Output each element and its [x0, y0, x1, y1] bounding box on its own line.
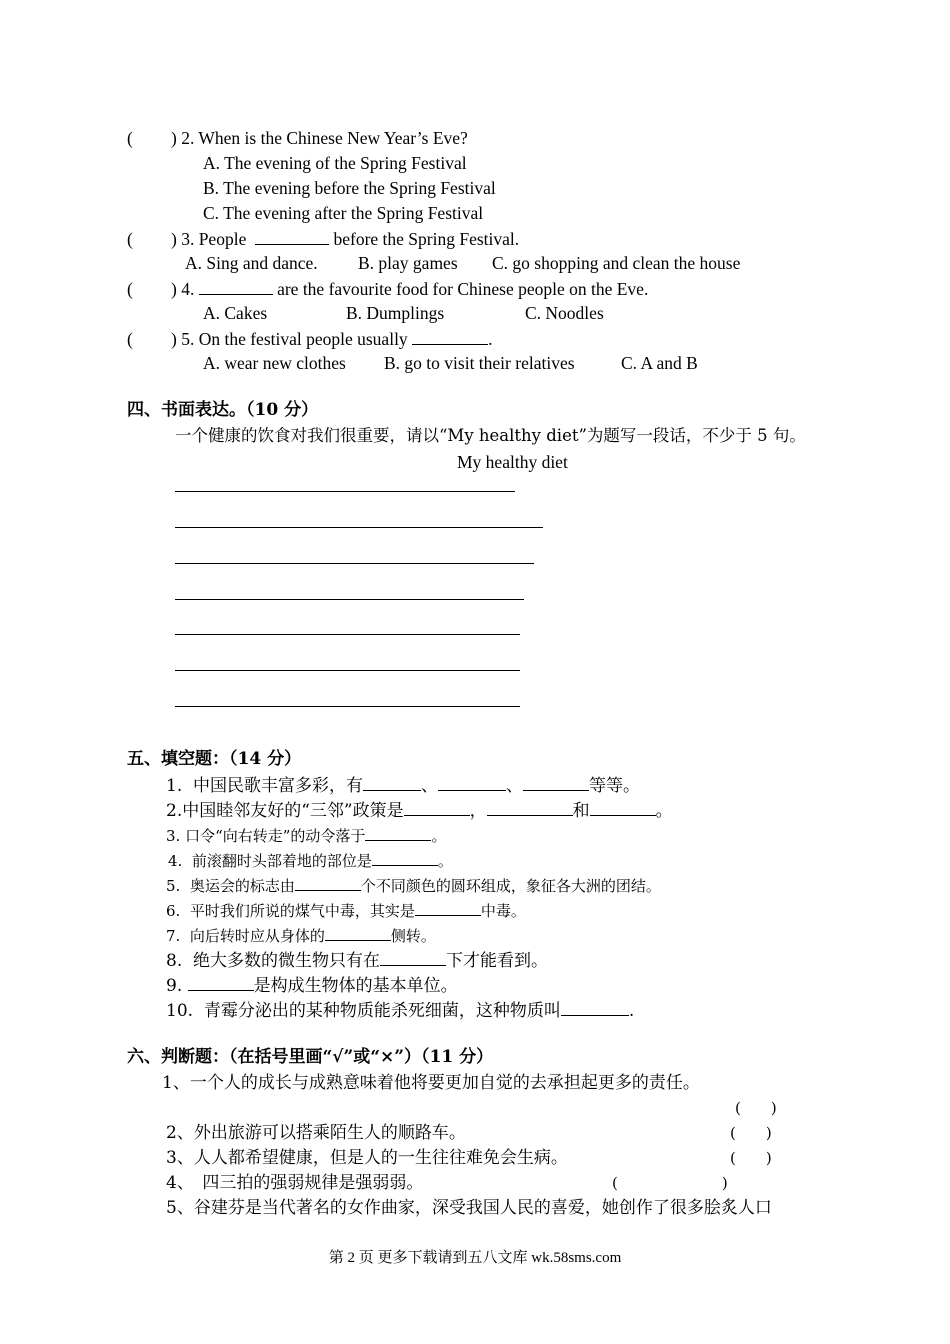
- question-number: ) 5.: [171, 329, 195, 349]
- writing-line[interactable]: [175, 706, 520, 707]
- item-text: 、: [506, 776, 524, 796]
- option-a: A. The evening of the Spring Festival: [203, 153, 467, 173]
- item-text: ，: [469, 801, 487, 821]
- item-text: 前滚翻时头部着地的部位是: [191, 852, 372, 870]
- question-number: ) 2.: [171, 128, 195, 148]
- option-a: A. Sing and dance.: [185, 253, 318, 273]
- answer-paren: (: [127, 329, 133, 349]
- answer-blank[interactable]: [188, 973, 254, 991]
- item-text: 个不同颜色的圆环组成，象征各大洲的团结。: [360, 877, 661, 895]
- answer-bracket[interactable]: ( ): [735, 1099, 777, 1117]
- question-text: before the Spring Festival.: [333, 229, 520, 249]
- answer-paren: (: [127, 229, 133, 249]
- judge-item-5: 5、谷建芬是当代著名的女作曲家，深受我国人民的喜爱，她创作了很多脍炙人口: [166, 1198, 772, 1218]
- fill-item-10: [166, 998, 634, 1022]
- writing-line[interactable]: [175, 599, 524, 600]
- answer-bracket[interactable]: ( ): [612, 1174, 728, 1192]
- question-text: .: [488, 329, 493, 349]
- section-4-title: 四、书面表达。（10 分）: [127, 400, 319, 420]
- item-text: 中毒。: [480, 902, 526, 920]
- judge-item-2: 2、外出旅游可以搭乘陌生人的顺路车。: [166, 1123, 466, 1143]
- item-text: .: [628, 1001, 635, 1021]
- answer-blank[interactable]: [295, 873, 361, 891]
- question-number: ) 4.: [171, 279, 195, 299]
- writing-line[interactable]: [175, 634, 520, 635]
- item-text: 青霉分泌出的某种物质能杀死细菌，这种物质叫: [203, 1001, 561, 1021]
- judge-item-4: 4、 四三拍的强弱规律是强弱弱。: [166, 1173, 424, 1193]
- option-b: B. play games: [358, 253, 458, 273]
- section-4-instruction: 一个健康的饮食对我们很重要，请以“My healthy diet”为题写一段话，不少于 5 句。: [175, 426, 806, 445]
- item-text: 等等。: [589, 776, 641, 796]
- fill-item-6: [166, 898, 526, 922]
- question-text: People: [198, 229, 247, 249]
- answer-blank[interactable]: [363, 773, 421, 791]
- fill-item-3: [166, 823, 446, 847]
- section-6-title: 六、判断题：（在括号里画“√”或“×”）（11 分）: [127, 1047, 494, 1067]
- item-text: 侧转。: [390, 927, 436, 945]
- option-a: A. wear new clothes: [203, 353, 346, 373]
- item-number: 5.: [166, 877, 181, 895]
- fill-item-1: [166, 773, 640, 797]
- item-text: 、: [421, 776, 439, 796]
- item-number: 1.: [166, 776, 183, 796]
- item-text: 绝大多数的微生物只有在: [193, 951, 381, 971]
- item-text: 。: [655, 801, 673, 821]
- option-b: B. The evening before the Spring Festival: [203, 178, 496, 198]
- item-text: 奥运会的标志由: [189, 877, 295, 895]
- answer-blank[interactable]: [412, 327, 488, 345]
- question-text: are the favourite food for Chinese people on the Eve.: [277, 279, 649, 299]
- section-5-title: 五、填空题：（14 分）: [127, 749, 302, 769]
- answer-blank[interactable]: [523, 773, 589, 791]
- item-text: 中国睦邻友好的“三邻”政策是: [182, 801, 404, 821]
- item-number: 10.: [166, 1001, 194, 1021]
- answer-blank[interactable]: [372, 848, 438, 866]
- answer-blank[interactable]: [590, 798, 656, 816]
- writing-line[interactable]: [175, 670, 520, 671]
- item-number: 4.: [168, 852, 183, 870]
- item-number: 3.: [166, 827, 181, 845]
- writing-line[interactable]: [175, 563, 534, 564]
- item-text: 口令“向右转走”的动令落于: [185, 827, 366, 845]
- page-footer: 第 2 页 更多下载请到五八文库 wk.58sms.com: [328, 1250, 622, 1266]
- question-text: When is the Chinese New Year’s Eve?: [198, 128, 468, 148]
- fill-item-4: [168, 848, 453, 872]
- fill-item-5: [166, 873, 661, 897]
- option-b: B. Dumplings: [346, 303, 445, 323]
- item-text: 。: [431, 827, 447, 845]
- question-text: On the festival people usually: [198, 329, 408, 349]
- question-2: [127, 127, 468, 149]
- fill-item-7: [166, 923, 436, 947]
- option-c: C. The evening after the Spring Festival: [203, 203, 484, 223]
- answer-blank[interactable]: [415, 898, 481, 916]
- answer-bracket[interactable]: ( ): [730, 1149, 772, 1167]
- item-text: 下才能看到。: [446, 951, 549, 971]
- answer-blank[interactable]: [255, 227, 329, 245]
- fill-item-9: [166, 973, 458, 997]
- judge-item-3: 3、人人都希望健康，但是人的一生往往难免会生病。: [166, 1148, 568, 1168]
- judge-item-1: 1、一个人的成长与成熟意味着他将要更加自觉的去承担起更多的责任。: [162, 1073, 700, 1093]
- answer-blank[interactable]: [365, 823, 431, 841]
- option-c: C. A and B: [621, 353, 698, 373]
- answer-blank[interactable]: [380, 948, 446, 966]
- answer-blank[interactable]: [438, 773, 506, 791]
- item-text: 和: [572, 801, 590, 821]
- item-number: 2.: [166, 801, 183, 821]
- answer-paren: (: [127, 279, 133, 299]
- fill-item-2: [166, 798, 673, 822]
- item-text: 向后转时应从身体的: [189, 927, 325, 945]
- item-text: 是构成生物体的基本单位。: [253, 976, 458, 996]
- answer-blank[interactable]: [325, 923, 391, 941]
- answer-bracket[interactable]: ( ): [730, 1124, 772, 1142]
- question-4: [127, 277, 648, 300]
- option-c: C. go shopping and clean the house: [492, 253, 741, 273]
- answer-blank[interactable]: [199, 277, 273, 295]
- answer-blank[interactable]: [487, 798, 573, 816]
- writing-line[interactable]: [175, 491, 515, 492]
- item-text: 中国民歌丰富多彩，有: [193, 776, 364, 796]
- question-number: ) 3.: [171, 229, 195, 249]
- essay-title: My healthy diet: [457, 452, 568, 472]
- option-b: B. go to visit their relatives: [384, 353, 575, 373]
- question-5: [127, 327, 492, 350]
- item-number: 9.: [166, 976, 183, 996]
- answer-paren: (: [127, 128, 133, 148]
- item-number: 7.: [166, 927, 181, 945]
- answer-blank[interactable]: [561, 998, 629, 1016]
- fill-item-8: [166, 948, 548, 972]
- option-a: A. Cakes: [203, 303, 268, 323]
- answer-blank[interactable]: [404, 798, 470, 816]
- item-number: 6.: [166, 902, 181, 920]
- option-c: C. Noodles: [525, 303, 604, 323]
- item-number: 8.: [166, 951, 183, 971]
- writing-line[interactable]: [175, 527, 543, 528]
- question-3: [127, 227, 519, 250]
- item-text: 平时我们所说的煤气中毒，其实是: [189, 902, 415, 920]
- item-text: 。: [437, 852, 453, 870]
